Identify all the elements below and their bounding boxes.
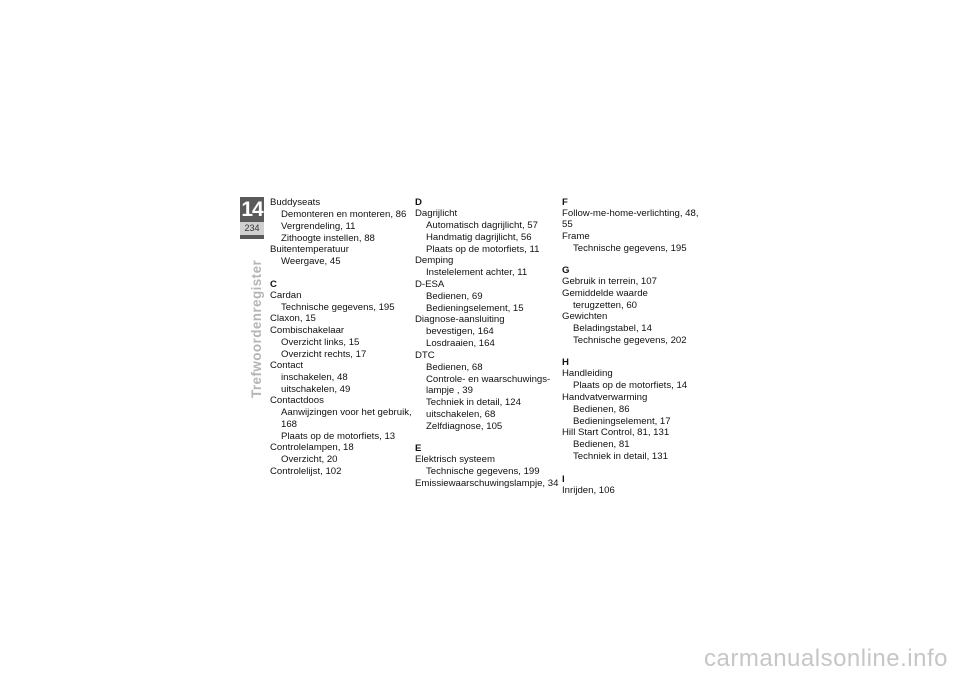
index-letter-heading: G bbox=[562, 265, 570, 277]
index-subentry: Beladingstabel, 14 bbox=[573, 323, 652, 335]
index-entry bbox=[562, 427, 708, 462]
index-term: Buitentemperatuur bbox=[270, 244, 349, 256]
index-entry bbox=[415, 208, 561, 255]
index-entry bbox=[270, 360, 416, 395]
index-letter-heading: D bbox=[415, 197, 422, 208]
index-term: Contactdoos bbox=[270, 395, 324, 407]
index-subentry: Zelfdiagnose, 105 bbox=[426, 421, 503, 433]
index-entry bbox=[415, 350, 561, 433]
index-entry bbox=[562, 288, 708, 311]
index-subentry: Overzicht rechts, 17 bbox=[281, 348, 367, 360]
index-column-2 bbox=[415, 197, 561, 489]
index-subentry: Plaats op de motorfiets, 13 bbox=[281, 430, 396, 442]
chapter-number: 14 bbox=[241, 198, 263, 221]
index-term: Claxon, 15 bbox=[270, 313, 316, 325]
index-letter-heading: F bbox=[562, 197, 568, 208]
index-subentry: Vergrendeling, 11 bbox=[281, 221, 356, 232]
index-column-3 bbox=[562, 197, 708, 496]
index-subentry: Controle- en waarschuwings-lampje , 39 bbox=[426, 373, 551, 397]
index-entry bbox=[415, 255, 561, 278]
index-term: D-ESA bbox=[415, 278, 445, 290]
index-subentry: Technische gegevens, 199 bbox=[426, 466, 540, 478]
index-letter-heading: I bbox=[562, 473, 565, 485]
index-subentry: Technische gegevens, 195 bbox=[281, 301, 395, 313]
index-entry bbox=[562, 208, 708, 231]
index-term: Gebruik in terrein, 107 bbox=[562, 276, 657, 288]
index-entry bbox=[415, 314, 561, 349]
index-subentry: Plaats op de motorfiets, 11 bbox=[426, 244, 540, 255]
index-entry bbox=[270, 325, 416, 360]
index-term: DTC bbox=[415, 349, 435, 361]
index-subentry: Technische gegevens, 195 bbox=[573, 242, 687, 254]
index-subentry: terugzetten, 60 bbox=[573, 299, 638, 311]
index-term: Gemiddelde waarde bbox=[562, 287, 648, 299]
index-term: Inrijden, 106 bbox=[562, 484, 615, 496]
index-entry bbox=[270, 197, 416, 244]
index-term: Gewichten bbox=[562, 311, 608, 323]
index-subentry: Aanwijzingen voor het gebruik, 168 bbox=[281, 407, 412, 430]
index-term: Controlelijst, 102 bbox=[270, 465, 342, 477]
index-term: Combischakelaar bbox=[270, 324, 345, 336]
index-subentry: Bedienen, 86 bbox=[573, 403, 630, 415]
index-entry bbox=[415, 478, 561, 489]
index-subentry: Plaats op de motorfiets, 14 bbox=[573, 380, 688, 392]
index-term: Buddyseats bbox=[270, 197, 321, 208]
index-subentry: Bedienen, 68 bbox=[426, 361, 483, 373]
index-column-1 bbox=[270, 197, 416, 477]
index-subentry: Bedienen, 69 bbox=[426, 290, 483, 302]
index-entry bbox=[270, 290, 416, 313]
index-subentry: Handmatig dagrijlicht, 56 bbox=[426, 232, 532, 243]
index-subentry: Techniek in detail, 131 bbox=[573, 451, 668, 463]
watermark: carmanualsonline.info bbox=[704, 645, 948, 672]
index-subentry: Zithoogte instellen, 88 bbox=[281, 233, 375, 244]
index-entry bbox=[415, 454, 561, 477]
index-term: Cardan bbox=[270, 289, 302, 301]
index-term: Demping bbox=[415, 255, 454, 267]
index-term: Elektrisch systeem bbox=[415, 454, 495, 466]
index-term: Dagrijlicht bbox=[415, 208, 458, 219]
page-number: 234 bbox=[240, 222, 264, 235]
index-term: Frame bbox=[562, 230, 590, 242]
index-subentry: Weergave, 45 bbox=[281, 256, 341, 268]
index-subentry: bevestigen, 164 bbox=[426, 326, 494, 338]
index-subentry: Technische gegevens, 202 bbox=[573, 335, 687, 347]
index-subentry: inschakelen, 48 bbox=[281, 372, 348, 384]
index-subentry: Automatisch dagrijlicht, 57 bbox=[426, 220, 538, 231]
index-subentry: Bedieningselement, 17 bbox=[573, 415, 671, 427]
index-subentry: Overzicht, 20 bbox=[281, 454, 338, 466]
index-entry bbox=[562, 485, 708, 496]
index-term: Contact bbox=[270, 360, 304, 372]
index-entry bbox=[270, 313, 416, 324]
index-entry bbox=[562, 276, 708, 287]
index-term: Controlelampen, 18 bbox=[270, 442, 354, 454]
index-entry bbox=[562, 311, 708, 346]
index-subentry: Overzicht links, 15 bbox=[281, 336, 360, 348]
index-term: Hill Start Control, 81, 131 bbox=[562, 427, 670, 439]
section-title-vertical: Trefwoordenregister bbox=[249, 259, 264, 398]
index-entry bbox=[562, 392, 708, 427]
index-entry bbox=[415, 279, 561, 314]
index-subentry: Losdraaien, 164 bbox=[426, 338, 495, 350]
index-term: Follow-me-home-verlichting, 48, 55 bbox=[562, 208, 699, 231]
index-subentry: Bedieningselement, 15 bbox=[426, 302, 524, 314]
index-subentry: Techniek in detail, 124 bbox=[426, 397, 521, 409]
index-term: Diagnose-aansluiting bbox=[415, 314, 505, 326]
index-term: Emissiewaarschuwingslampje, 34 bbox=[415, 477, 559, 489]
index-entry bbox=[270, 244, 416, 267]
index-letter-heading: E bbox=[415, 443, 422, 455]
index-letter-heading: H bbox=[562, 357, 569, 369]
index-subentry: Bedienen, 81 bbox=[573, 439, 630, 451]
index-subentry: Demonteren en monteren, 86 bbox=[281, 209, 407, 220]
index-term: Handvatverwarming bbox=[562, 391, 648, 403]
index-term: Handleiding bbox=[562, 368, 613, 380]
index-entry bbox=[270, 395, 416, 442]
chapter-marker bbox=[240, 197, 264, 239]
index-entry bbox=[270, 442, 416, 465]
index-subentry: uitschakelen, 68 bbox=[426, 409, 496, 421]
index-entry bbox=[270, 466, 416, 477]
index-entry bbox=[562, 231, 708, 254]
index-entry bbox=[562, 368, 708, 391]
index-subentry: Instelelement achter, 11 bbox=[426, 267, 528, 279]
index-subentry: uitschakelen, 49 bbox=[281, 384, 351, 396]
index-letter-heading: C bbox=[270, 278, 277, 290]
